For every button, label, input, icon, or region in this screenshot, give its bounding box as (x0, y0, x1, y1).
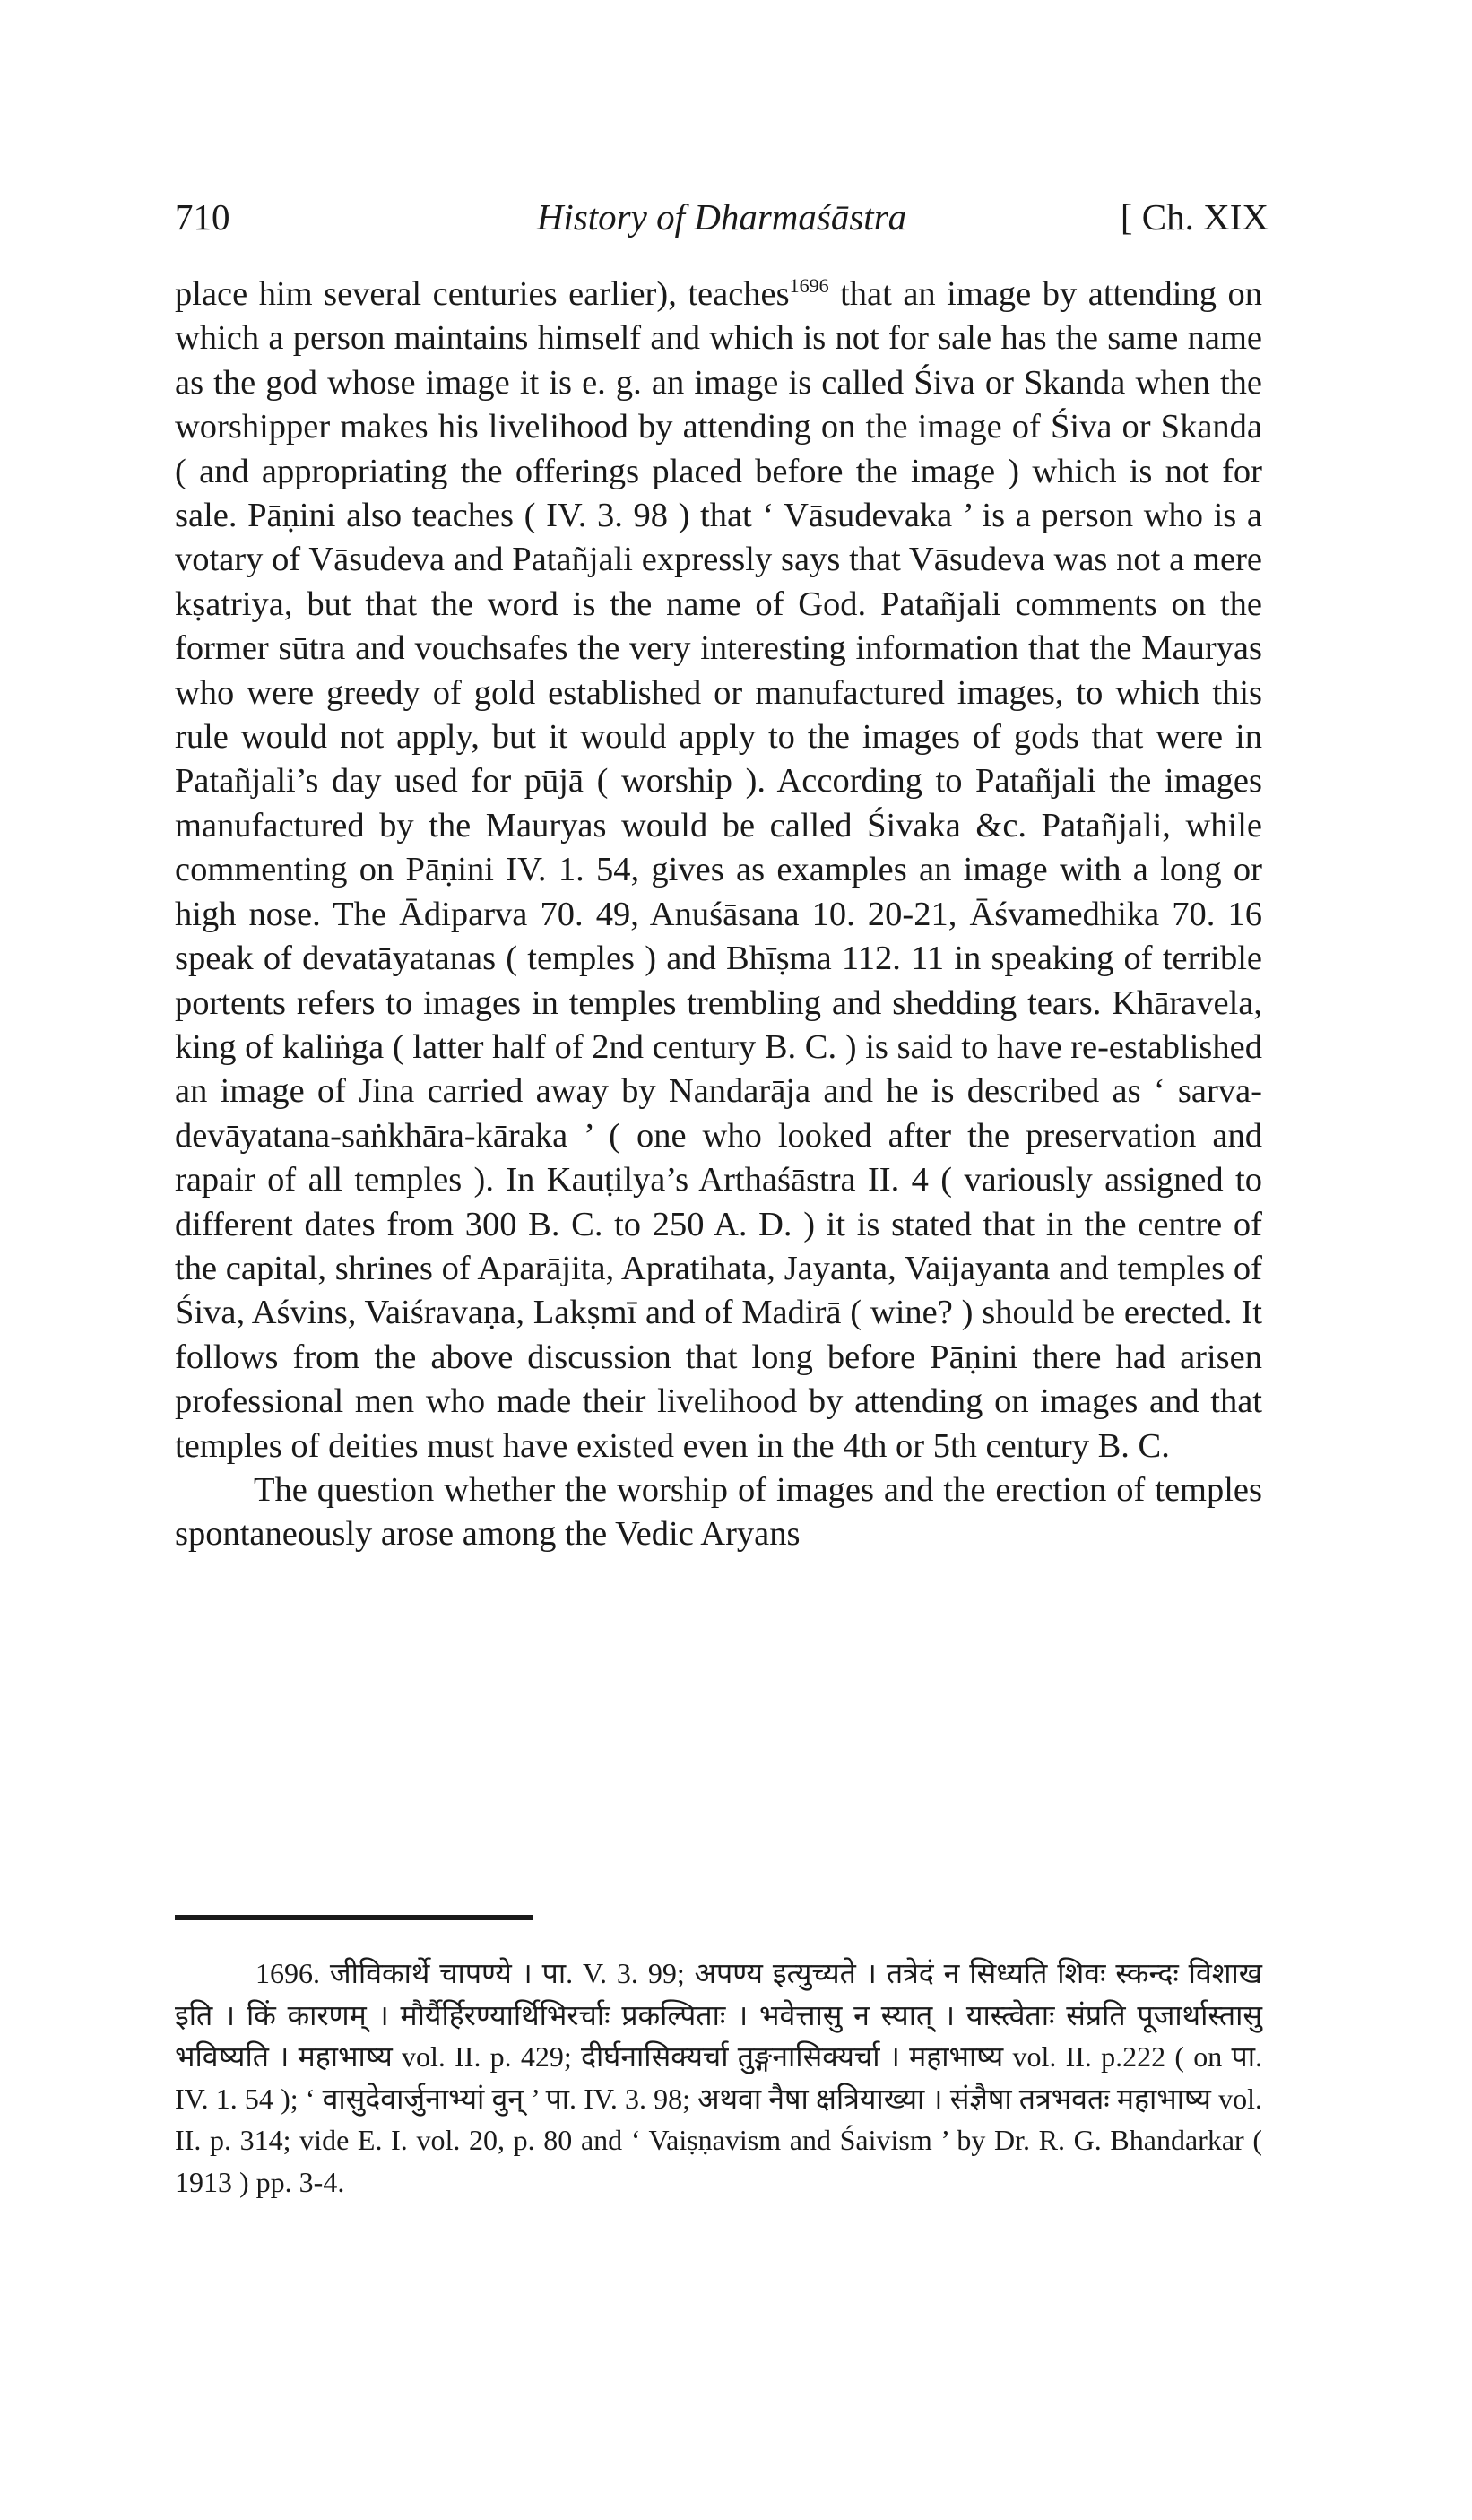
paragraph-1-start: place him several centuries earlier), teaches (175, 275, 790, 313)
page-number: 710 (175, 196, 230, 238)
footnote-text: 1696. जीविकार्थे चापण्ये । पा. V. 3. 99; अपण्य इत्युच्यते । तत्रेदं न सिध्यति शिवः स्कन्दः विशाख इति । किं कारणम् । मौर्यैर्हिरण्यार्थिभिरर्चाः प्रकल्पिताः । भवेत्तासु न स्यात् । यास्त्वेताः संप्रति पूजार्थास्तासु भविष्यति । महाभाष्य vol. II. p. 429; दीर्घनासिक्यर्चा तुङ्गनासिक्यर्चा । महाभाष्य vol. II. p.222 ( on पा. IV. 1. 54 ); ‘ वासुदेवार्जुनाभ्यां वुन् ’ पा. IV. 3. 98; अथवा नैषा क्षत्रियाख्या । संज्ञैषा तत्रभवतः महाभाष्य vol. II. p. 314; vide E. I. vol. 20, p. 80 and ‘ Vaiṣṇavism and Śaivism ’ by Dr. R. G. Bhandarkar ( 1913 ) pp. 3-4. (175, 1957, 1262, 2198)
footnote (175, 1953, 1262, 2203)
paragraph-2: The question whether the worship of images and the erection of temples spontaneously arose among the Vedic Aryans (175, 1470, 1262, 1554)
paragraph-1 (175, 273, 1262, 1468)
footnote-divider (175, 1915, 533, 1920)
footnote-reference: 1696 (789, 274, 829, 298)
page-header (175, 192, 1269, 242)
running-title: History of Dharmaśāstra (536, 196, 907, 238)
chapter-label: [ Ch. XIX (1120, 196, 1269, 238)
paragraph-1-rest: that an image by attending on which a person maintains himself and which is not for sale has the same name as the god whose image it is e. g. an image is called Śiva or Skanda when the worshipper makes his livelihood by attending on the image of Śiva or Skanda ( and appropriating the offerings placed before the image ) which is not for sale. Pāṇini also teaches ( IV. 3. 98 ) that ‘ Vāsudevaka ’ is a person who is a votary of Vāsudeva and Patañjali expressly says that Vāsudeva was not a mere kṣatriya, but that the word is the name of God. Patañjali comments on the former sūtra and vouchsafes the very interesting information that the Mauryas who were greedy of gold established or manufactured images, to which this rule would not apply, but it would apply to the images of gods that were in Patañjali’s day used for pūjā ( worship ). According to Patañjali the images manufactured by the Mauryas would be called Śivaka &c. Patañjali, while commenting on Pāṇini IV. 1. 54, gives as examples an image with a long or high nose. The Ādiparva 70. 49, Anuśāsana 10. 20-21, Āśvamedhika 70. 16 speak of devatāyatanas ( temples ) and Bhīṣma 112. 11 in speaking of terrible portents refers to images in temples trembling and shedding tears. Khāravela, king of kaliṅga ( latter half of 2nd century B. C. ) is said to have re-established an image of Jina carried away by Nandarāja and he is described as ‘ sarva-devāyatana-saṅkhāra-kāraka ’ ( one who looked after the preservation and rapair of all temples ). In Kauṭilya’s Arthaśāstra II. 4 ( variously assigned to different dates from 300 B. C. to 250 A. D. ) it is stated that in the centre of the capital, shrines of Aparājita, Apratihata, Jayanta, Vaijayanta and temples of Śiva, Aśvins, Vaiśravaṇa, Lakṣmī and of Madirā ( wine? ) should be erected. It follows from the above discussion that long before Pāṇini there had arisen professional men who made their livelihood by attending on images and that temples of deities must have existed even in the 4th or 5th century B. C. (175, 275, 1263, 1465)
main-text (175, 273, 1262, 1557)
